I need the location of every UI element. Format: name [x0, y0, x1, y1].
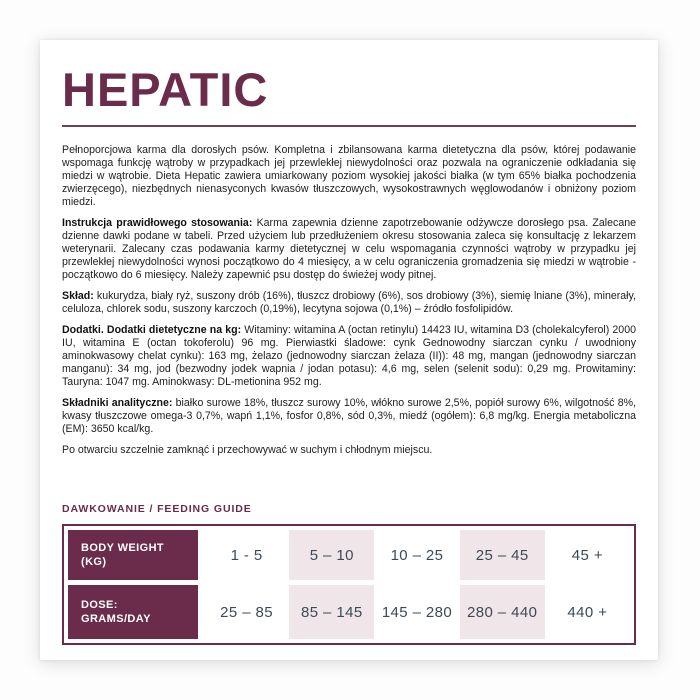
table-cell-dose-4: 280 – 440	[460, 585, 545, 639]
table-cell-dose-1: 25 – 85	[204, 585, 289, 639]
table-cell-weight-4: 25 – 45	[460, 530, 545, 580]
feeding-guide-heading: DAWKOWANIE / FEEDING GUIDE	[62, 503, 252, 515]
table-row-header-body-weight	[68, 530, 198, 580]
table-cell-dose-2: 85 – 145	[289, 585, 374, 639]
paragraph-usage-lead: Instrukcja prawidłowego stosowania:	[62, 217, 253, 229]
table-cell-weight-1: 1 - 5	[204, 530, 289, 580]
feeding-guide-table	[62, 524, 636, 645]
table-cell-weight-3: 10 – 25	[374, 530, 459, 580]
title-divider	[62, 125, 636, 127]
table-cell-weight-2: 5 – 10	[289, 530, 374, 580]
paragraph-usage-text: Karma zapewnia dzienne zapotrzebowanie odżywcze dorosłego psa. Zalecane dzienne dawki podane w tabeli. Przed użyciem lub przedłużeniem okresu stosowania zaleca się konsultację z lekarzem weterynarii. Zalecany czas podawania karmy dietetycznej w celu wspomagania czynności wątroby w przypadku jej przewlekłej niewydolności wynosi początkowo do 4 miesięcy, a w celu ograniczenia gromadzenia się miedzi w wątrobie - początkowo do 6 miesięcy. Należy zapewnić psu dostęp do świeżej wody pitnej.	[62, 217, 637, 281]
body-weight-label-line1: BODY WEIGHT	[81, 541, 165, 554]
paragraph-analytical	[62, 397, 636, 436]
paragraph-composition	[62, 290, 636, 316]
paragraph-composition-text: kukurydza, biały ryż, suszony drób (16%), tłuszcz drobiowy (6%), sos drobiowy (3%), siemię lniane (3%), minerały, celuloza, chlorek sodu, suszony karczoch (0,19%), lecytyna sojowa (0,1%) – źródło fosfolipidów.	[62, 290, 636, 315]
dose-label-line2: GRAMS/DAY	[81, 613, 151, 625]
paragraph-intro-text: Pełnoporcjowa karma dla dorosłych psów. Kompletna i zbilansowana karma dietetyczna dla psów, której podawanie wspomaga funkcję wątroby w przypadkach jej przewlekłej niewydolności oraz pozwala na ograniczenie odkładania się miedzi w wątrobie. Dieta Hepatic zawiera umiarkowany poziom wysokiej jakości białka (w tym 65% białka pochodzenia zwierzęcego), niezbędnych nienasyconych kwasów tłuszczowych, wysokostrawnych węglowodanów i obniżony poziom miedzi.	[62, 144, 636, 208]
product-label-card	[40, 40, 658, 660]
body-weight-label-line2: (KG)	[81, 556, 107, 568]
table-row-header-dose	[68, 585, 198, 639]
paragraph-analytical-lead: Składniki analityczne:	[62, 397, 173, 409]
paragraph-intro	[62, 144, 636, 209]
paragraph-additives	[62, 324, 636, 389]
product-title: HEPATIC	[62, 63, 269, 116]
table-cell-weight-5: 45 +	[545, 530, 630, 580]
paragraph-usage-instructions	[62, 217, 636, 282]
paragraph-storage-text: Po otwarciu szczelnie zamknąć i przechowywać w suchym i chłodnym miejscu.	[62, 444, 433, 456]
dose-label-line1: DOSE:	[81, 598, 118, 611]
paragraph-additives-lead: Dodatki. Dodatki dietetyczne na kg:	[62, 324, 242, 336]
table-cell-dose-5: 440 +	[545, 585, 630, 639]
description-section	[62, 144, 636, 457]
paragraph-additives-text: Witaminy: witamina A (octan retinylu) 14423 IU, witamina D3 (cholekalcyferol) 2000 IU, witamina E (octan tokoferolu) 96 mg. Pierwiastki śladowe: cynk Gednowodny siarczan cynku / uwodniony aminokwasowy chelat cynku): 163 mg, żelazo (jednowodny siarczan żelaza (II)): 48 mg, mangan (jednowodny siarczan manganu): 34 mg, jod (bezwodny jodek wapnia / jodan potasu): 4,6 mg, selen (selenit sodu): 0,29 mg. Prowitaminy: Tauryna: 1047 mg. Aminokwasy: DL-metionina 952 mg.	[62, 324, 636, 388]
paragraph-composition-lead: Skład:	[62, 290, 94, 302]
paragraph-storage	[62, 444, 636, 457]
table-cell-dose-3: 145 – 280	[374, 585, 459, 639]
paragraph-analytical-text: białko surowe 18%, tłuszcz surowy 10%, włókno surowe 2,5%, popiół surowy 6%, wilgotność 8%, kwasy tłuszczowe omega-3 0,7%, wapń 1,1%, fosfor 0,8%, sód 0,3%, miedź (ogółem): 6,8 mg/kg. Energia metaboliczna (EM): 3650 kcal/kg.	[62, 397, 636, 435]
